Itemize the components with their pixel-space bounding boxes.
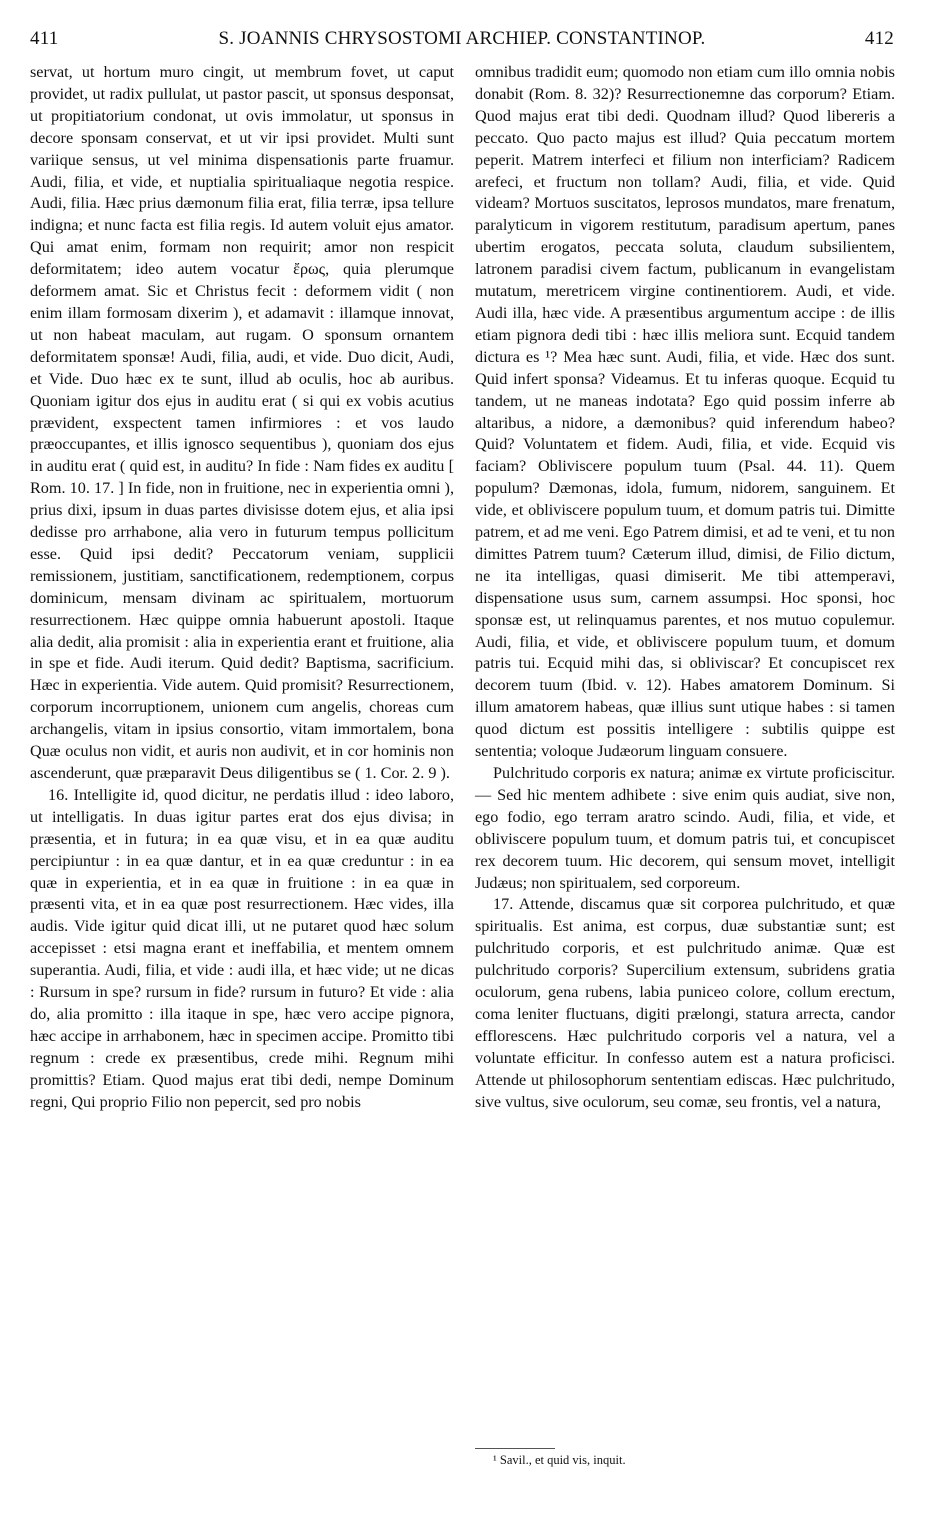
left-paragraph-1: servat, ut hortum muro cingit, ut membrum fovet, ut caput providet, ut radix pullulat, ut pastor pascit, ut sponsus desponsat, ut propitiatorium condonat, ut ovis immolatur, ut sponsus in decore sponsam conservat, et ut vir ipsi providet. Multi sunt variique sensus, ut vel minima dispensationis parte fruamur. Audi, filia, et vide, et nuptialia spiritualiaque negotia respice. Audi, filia. Hæc prius dæmonum filia erat, filia terræ, ipsa tellure indigna; et nunc facta est filia regis. Id autem voluit ejus amator. Qui amat enim, formam non requirit; amor non respicit deformitatem; ideo autem vocatur ἔρως, quia plerumque deformem amat. Sic et Christus fecit : deformem vidit ( non enim illam formosam dixerim ), et adamavit : illamque innovat, ut non habeat maculam, aut rugam. O sponsum ornantem deformitatem sponsæ! Audi, filia, audi, et vide. Duo dicit, Audi, et Vide. Duo hæc ex te sunt, illud ab oculis, hoc ab auribus. Quoniam igitur dos ejus in auditu erat ( si qui ex vobis acutius prævident, exspectent tamen infirmiores : et vos laudo præoccupantes, et illis ignosco sequentibus ), quoniam dos ejus in auditu erat ( quid est, in auditu? In fide : Nam fides ex auditu [ Rom. 10. 17. ] In fide, non in fruitione, nec in experientia omni ), prius dixi, ipsum in duas partes divisisse dotem ejus, et alia ipsi dedisse pro arrhabone, alia vero in futurum tempus pollicitum esse. Quid ipsi dedit? Peccatorum veniam, supplicii remissionem, justitiam, sanctificationem, redemptionem, corpus dominicum, mensam divinam ac spiritualem, mortuorum resurrectionem. Hæc quippe omnia habuerunt apostoli. Itaque alia dedit, alia promisit : alia in experientia erant et fruitione, alia in spe et fide. Audi iterum. Quid dedit? Baptisma, sacrificium. Hæc in experientia. Vide autem. Quid promisit? Resurrectionem, corporum incorruptionem, unionem cum angelis, choreas cum archangelis, vitam in ipsius consortio, vitam immortalem, bona Quæ oculus non vidit, et auris non audivit, et in cor hominis non ascenderunt, quæ præparavit Deus diligentibus se ( 1. Cor. 2. 9 ). <box>30 63 454 782</box>
right-paragraph-1: omnibus tradidit eum; quomodo non etiam cum illo omnia nobis donabit (Rom. 8. 32)? Resurrectionemne das corporum? Etiam. Quod majus erat tibi dedi. Quodnam illud? Quod libereris a peccato. Quo pacto majus est illud? Quia peccatum mortem peperit. Matrem interfeci et filium non interficiam? Radicem arefeci, et fructum non tollam? Audi, filia, et vide. Quid videam? Mortuos suscitatos, leprosos mundatos, mare frenatum, paralyticum in vigorem restitutum, paradisum apertum, panes ubertim erogatos, peccata soluta, claudum subsilientem, latronem paradisi civem factum, publicanum in evangelistam mutatum, meretricem virgine continentiorem. Audi, et vide. Audi illa, hæc vide. A præsentibus argumentum accipe : de illis etiam pignora dedi tibi : hæc illis meliora sunt. Ecquid tandem dictura es ¹? Mea hæc sunt. Audi, filia, et vide. Hæc dos sunt. Quid infert sponsa? Videamus. Et tu inferas quoque. Ecquid tu tandem, ut ne maneas indotata? Ego quid possim inferre ab altaribus, a nidore, a dæmonibus? quid inferendum habeo? Quid? Voluntatem et fidem. Audi, filia, et vide. Ecquid vis faciam? Obliviscere populum tuum (Psal. 44. 11). Quem populum? Dæmonas, idola, fumum, nidorem, sanguinem. Et vide, et obliviscere populum tuum, et domum patris tui. Dimitte patrem, et ad me veni. Ego Patrem dimisi, et ad te veni, et tu non dimittes Patrem tuum? Cæterum illud, dimisi, de Filio dictum, ne ita intelligas, quasi dimiserit. Me tibi attemperavi, dispensatione usus sum, carnem assumpsi. Hoc sponsi, hoc sponsæ est, ut relinquamus parentes, et nos mutuo copulemur. Audi, filia, et vide, et obliviscere populum tuum, et domum patris tui. Ecquid mihi das, si obliviscar? Et concupiscet rex decorem tuum (Ibid. v. 12). Habes amatorem Dominum. Si illum amatorem habeas, quæ illius sunt utique habes : si tamen quod dictum est possitis intelligere : subtilis quippe est sententia; voloque Judæorum linguam consuere. <box>475 63 895 761</box>
running-header <box>30 28 894 62</box>
running-title: S. JOANNIS CHRYSOSTOMI ARCHIEP. CONSTANTINOP. <box>218 28 706 49</box>
page-number-right: 412 <box>864 28 894 49</box>
footnote-rule <box>475 1448 555 1449</box>
right-column <box>475 62 895 1114</box>
right-paragraph-2: Pulchritudo corporis ex natura; animæ ex virtute proficiscitur. — Sed hic mentem adhibete : sive enim quis audiat, sive non, ego fodio, ego terram aratro scindo. Audi, filia, et vide, et obliviscere populum tuum, et domum patris tui, et concupiscet rex decorem tuum. Hic decorem, qui sensum movet, intelligit Judæus; non spiritualem, sed corporeum. <box>475 764 895 892</box>
page-number-left: 411 <box>30 28 59 49</box>
left-column <box>30 62 454 1114</box>
left-paragraph-2: 16. Intelligite id, quod dicitur, ne perdatis illud : ideo laboro, ut intelligatis. In duas igitur partes erat dos ejus divisa; in præsentia, et in futura; in ea quæ visu, et in ea quæ auditu percipiuntur : in ea quæ dantur, et in ea quæ creduntur : in ea quæ in experientia, et in ea quæ in fruitione : in ea quæ in præsenti vita, et in ea quæ post resurrectionem. Hæc vides, illa audis. Vide igitur quid dicat illi, ut ne putaret quod hæc solum accepisset : etsi magna erant et ineffabilia, et mentem omnem superantia. Audi, filia, et vide : audi illa, et hæc vide; ut ne dicas : Rursum in spe? rursum in fide? rursum in futuro? Et vide : alia do, alia promitto : illa itaque in spe, hæc vero accipe pignora, hæc accipe in arrhabonem, hæc in specimen accipe. Promitto tibi regnum : crede ex præsentibus, crede mihi. Regnum mihi promittis? Etiam. Quod majus erat tibi dedi, nempe Dominum regni, Qui proprio Filio non pepercit, sed pro nobis <box>30 785 454 1111</box>
right-paragraph-3: 17. Attende, discamus quæ sit corporea pulchritudo, et quæ spiritualis. Est anima, est corpus, duæ substantiæ sunt; est pulchritudo corporis, et est pulchritudo animæ. Quæ est pulchritudo corporis? Supercilium extensum, subridens gratia oculorum, gena rubens, labia puniceo colore, collum erectum, coma leniter fluctuans, digiti prælongi, statura arrecta, candor efflorescens. Hæc pulchritudo corporis vel a natura, vel a voluntate efficitur. In confesso autem est a natura proficisci. Attende ut philosophorum sententiam ediscas. Hæc pulchritudo, sive vultus, sive oculorum, seu comæ, seu frontis, vel a natura, <box>475 895 895 1111</box>
footnote: ¹ Savil., et quid vis, inquit. <box>493 1453 626 1467</box>
